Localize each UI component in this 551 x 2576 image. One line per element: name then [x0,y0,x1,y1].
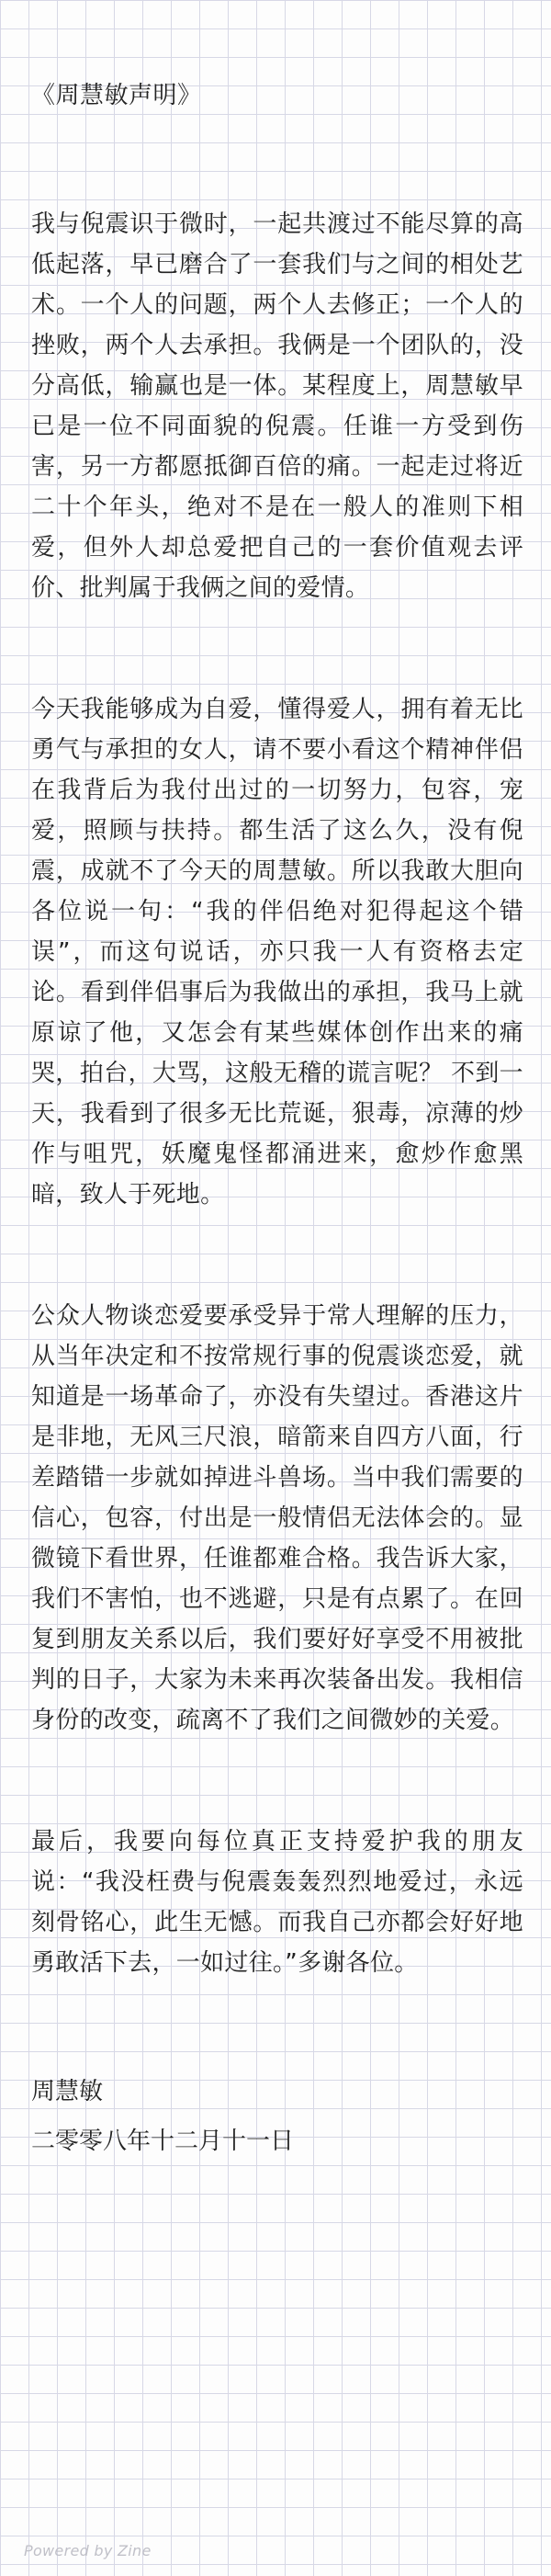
statement-title: 《周慧敏声明》 [31,82,202,109]
statement-paragraph-3: 公众人物谈恋爱要承受异于常人理解的压力，从当年决定和不按常规行事的倪震谈恋爱，就知道是一场革命了，亦没有失望过。香港这片是非地，无风三尺浪，暗箭来自四方八面，行差踏错一步就如掉进斗兽场。当中我们需要的信心，包容，付出是一般情侣无法体会的。显微镜下看世界，任谁都难合格。我告诉大家，我们不害怕，也不逃避，只是有点累了。在回复到朋友关系以后，我们要好好享受不用被批判的日子，大家为未来再次装备出发。我相信身份的改变，疏离不了我们之间微妙的关爱。 [31,1302,523,1734]
statement-paragraph-4: 最后，我要向每位真正支持爱护我的朋友说：“我没枉费与倪震轰轰烈烈地爱过，永远刻骨铭心，此生无憾。而我自己亦都会好好地勇敢活下去，一如过往。”多谢各位。 [31,1828,523,1977]
powered-by-footer: Powered by Zine [24,2542,152,2559]
statement-paragraph-1: 我与倪震识于微时，一起共渡过不能尽算的高低起落，早已磨合了一套我们与之间的相处艺术。一个人的问题，两个人去修正；一个人的挫败，两个人去承担。我俩是一个团队的，没分高低，输赢也是一体。某程度上，周慧敏早已是一位不同面貌的倪震。任谁一方受到伤害，另一方都愿抵御百倍的痛。一起走过将近二十个年头，绝对不是在一般人的准则下相爱，但外人却总爱把自己的一套价值观去评价、批判属于我俩之间的爱情。 [31,210,523,602]
statement-date: 二零零八年十二月十一日 [31,2128,295,2155]
signature: 周慧敏 [31,2078,104,2105]
statement-paragraph-2: 今天我能够成为自爱，懂得爱人，拥有着无比勇气与承担的女人，请不要小看这个精神伴侣在我背后为我付出过的一切努力，包容，宠爱，照顾与扶持。都生活了这么久，没有倪震，成就不了今天的周慧敏。所以我敢大胆向各位说一句：“我的伴侣绝对犯得起这个错误”，而这句说话，亦只我一人有资格去定论。看到伴侣事后为我做出的承担，我马上就原谅了他，又怎会有某些媒体创作出来的痛哭，拍台，大骂，这般无稽的谎言呢？ 不到一天，我看到了很多无比荒诞，狠毒，凉薄的炒作与咀咒，妖魔鬼怪都涌进来，愈炒作愈黑暗，致人于死地。 [31,696,523,1209]
